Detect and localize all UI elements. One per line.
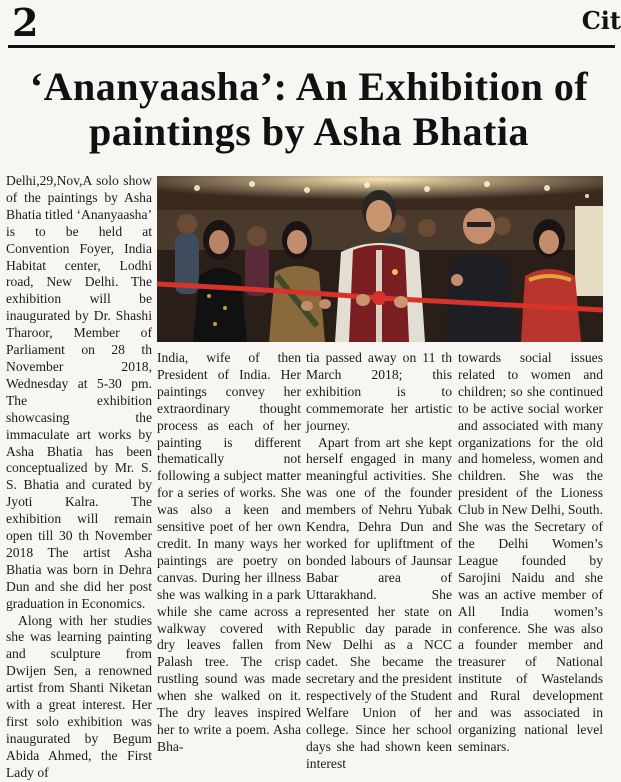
column-4-paragraph-1: towards social issues related to women and children; so she continued to be active social worker and associated with many organizations for the old and homeless, women and children. She was the president of the Lioness Club in New Delhi, South. She was the Secretary of the Delhi Women’s League founded by Sarojini Naidu and she was an active member of All India women’s conference. She was also a founder member and treasurer of National institute of Wastelands and Rural development and was associated in organizing national level seminars. <box>458 350 603 754</box>
column-1-paragraph-2: Along with her studies she was learning painting and sculpture from Dwijen Sen, a renowned artist from Shanti Niketan with a great interest. Her first solo exhibition was inaugurated by Begum Abida Ahmed, the First Lady of <box>6 612 152 780</box>
article-column-1 <box>6 173 152 782</box>
masthead <box>0 0 621 46</box>
column-1-paragraph-1: Delhi,29,Nov,A solo show of the paintings by Asha Bhatia titled ‘Ananyaasha’ is to be held at Convention Foyer, India Habitat center, Lodhi road, New Delhi. The exhibition will be inaugurated by Dr. Shashi Tharoor, Member of Parliament on 28 th November 2018, Wednesday at 5-30 pm. The exhibition showcasing the immaculate art works by Asha Bhatia has been conceptualized by Mr. S. S. Bhatia and curated by Jyoti Kalra. The exhibition will remain open till 30 th November 2018 The artist Asha Bhatia was born in Dehra Dun and she did her post graduation in Economics. <box>6 173 152 611</box>
article-column-3 <box>306 350 452 773</box>
column-2-paragraph-1: India, wife of then President of India. Her paintings convey her extraordinary thought process as each of her painting is different thematically not following a subject matter for a series of works. She was also a keen and sensitive poet of her own credit. In many ways her paintings are poetry on canvas. During her illness she was walking in a park while she came across a walkway covered with dry leaves fallen from Palash tree. The crisp rustling sound was made when she walked on it. The dry leaves inspired her to write a poem. Asha Bha- <box>157 350 301 754</box>
masthead-rule <box>8 45 615 48</box>
column-3-paragraph-1: tia passed away on 11 th March 2018; this exhibition is to commemorate her artistic journey. <box>306 350 452 433</box>
ribbon-cutting-photo <box>157 176 603 342</box>
article-column-2 <box>157 350 301 756</box>
article-headline: ‘Ananyaasha’: An Exhibition of paintings by Asha Bhatia <box>29 64 589 154</box>
column-3-paragraph-2: Apart from art she kept herself engaged in many meaningful activities. She was one of the founder members of Nehru Yubak Kendra, Dehra Dun and worked for upliftment of bonded labours of Jaunsar Babar area of Uttarakhand. She represented her state on Republic day parade in New Delhi as a NCC cadet. She became the secretary and the president respectively of the Student Welfare Union of her college. Since her school days she had shown keen interest <box>306 434 452 771</box>
page-number: 2 <box>12 0 39 45</box>
section-name: Cit <box>581 6 621 35</box>
photo-illustration <box>157 176 603 342</box>
article-column-4 <box>458 350 603 756</box>
